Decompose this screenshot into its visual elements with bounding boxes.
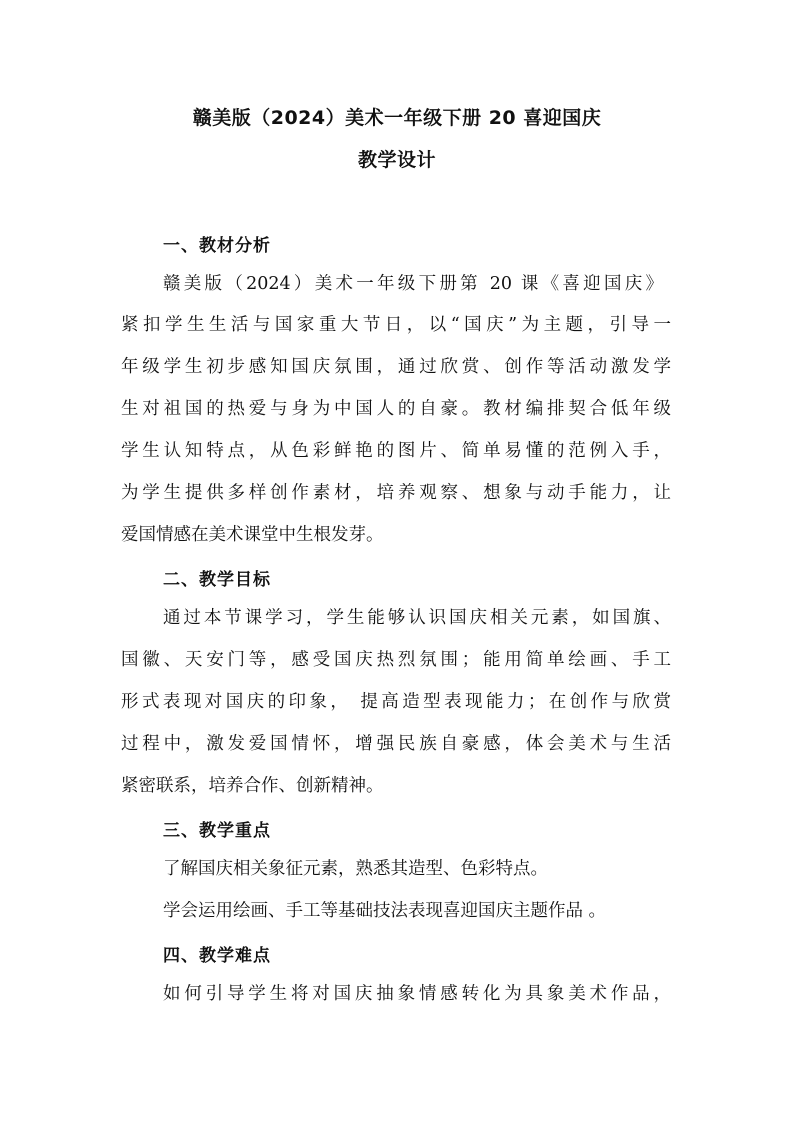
section-heading-teaching-goals: 二、教学目标 bbox=[163, 570, 271, 590]
paragraph-line: 学会运用绘画、手工等基础技法表现喜迎国庆主题作品 。 bbox=[163, 901, 607, 921]
paragraph-line: 了解国庆相关象征元素，熟悉其造型、色彩特点。 bbox=[163, 859, 548, 879]
paragraph-line: 生对祖国的热爱与身为中国人的自豪。教材编排契合低年级 bbox=[121, 399, 671, 419]
paragraph-line: 为学生提供多样创作素材，培养观察、想象与动手能力，让 bbox=[121, 483, 671, 503]
paragraph-line: 赣美版（2024）美术一年级下册第 20 课《喜迎国庆》 bbox=[163, 274, 663, 294]
paragraph-line: 过程中，激发爱国情怀，增强民族自豪感，体会美术与生活 bbox=[121, 734, 671, 754]
paragraph-line: 爱国情感在美术课堂中生根发芽。 bbox=[121, 525, 384, 545]
section-heading-textbook-analysis: 一、教材分析 bbox=[163, 236, 271, 256]
section-heading-difficult-points: 四、教学难点 bbox=[163, 946, 271, 966]
paragraph-line: 紧密联系，培养合作、创新精神。 bbox=[121, 776, 384, 796]
paragraph-line: 紧扣学生生活与国家重大节日，以“国庆”为主题，引导一 bbox=[121, 315, 671, 335]
document-subtitle: 教学设计 bbox=[357, 149, 436, 171]
paragraph-line: 国徽、天安门等，感受国庆热烈氛围；能用简单绘画、手工 bbox=[121, 650, 671, 670]
section-heading-key-points: 三、教学重点 bbox=[163, 821, 271, 841]
document-title: 赣美版（2024）美术一年级下册 20 喜迎国庆 bbox=[192, 107, 602, 129]
paragraph-line: 学生认知特点，从色彩鲜艳的图片、简单易懂的范例入手， bbox=[121, 441, 671, 461]
paragraph-line: 年级学生初步感知国庆氛围，通过欣赏、创作等活动激发学 bbox=[121, 357, 671, 377]
paragraph-line: 通过本节课学习，学生能够认识国庆相关元素，如国旗、 bbox=[163, 608, 671, 628]
paragraph-line: 形式表现对国庆的印象， 提高造型表现能力；在创作与欣赏 bbox=[121, 692, 671, 712]
paragraph-line: 如何引导学生将对国庆抽象情感转化为具象美术作品， bbox=[163, 984, 671, 1004]
